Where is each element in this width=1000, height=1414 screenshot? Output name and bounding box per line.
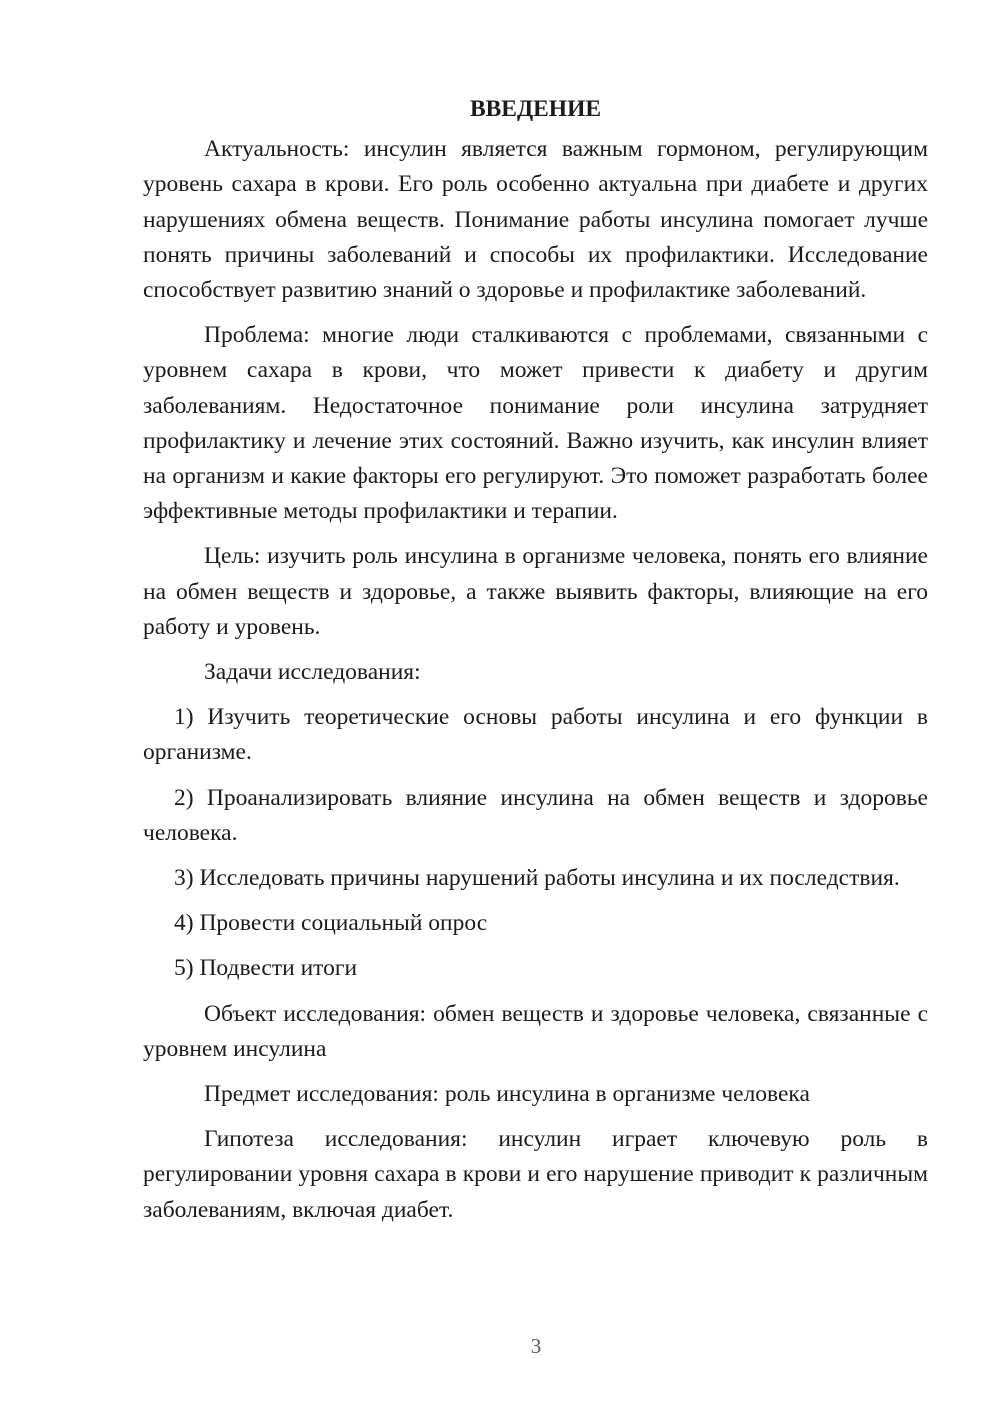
task-item-3: 3) Исследовать причины нарушений работы инсулина и их последствия.: [174, 865, 900, 892]
section-title: ВВЕДЕНИЕ: [469, 96, 602, 122]
paragraph-problem: Проблема: многие люди сталкиваются с проблемами, связанными с уровнем сахара в крови, что может привести к диабету и другим заболеваниям. Недостаточное понимание роли инсулина затрудняет профилактику и лечение этих состояний. Важно изучить, как инсулин влияет на организм и какие факторы его регулируют. Это поможет разработать более эффективные методы профилактики и терапии.: [143, 322, 928, 525]
paragraph-relevance: Актуальность: инсулин является важным гормоном, регулирующим уровень сахара в крови. Его роль особенно актуальна при диабете и других нарушениях обмена веществ. Понимание работы инсулина помогает лучше понять причины заболеваний и способы их профилактики. Исследование способствует развитию знаний о здоровье и профилактике заболеваний.: [143, 136, 928, 304]
page-content: [143, 92, 928, 1238]
paragraph-subject: Предмет исследования: роль инсулина в организме человека: [204, 1081, 810, 1108]
task-item-5: 5) Подвести итоги: [174, 955, 358, 982]
paragraph-goal: Цель: изучить роль инсулина в организме человека, понять его влияние на обмен веществ и здоровье, а также выявить факторы, влияющие на его работу и уровень.: [143, 543, 928, 640]
page-number: 3: [530, 1334, 542, 1358]
paragraph-object: Объект исследования: обмен веществ и здоровье человека, связанные с уровнем инсулина: [143, 1000, 928, 1062]
paragraph-hypothesis: Гипотеза исследования: инсулин играет ключевую роль в регулировании уровня сахара в крови и его нарушение приводит к различным заболеваниям, включая диабет.: [143, 1126, 928, 1223]
task-item-4: 4) Провести социальный опрос: [174, 910, 488, 937]
tasks-heading: Задачи исследования:: [204, 659, 421, 686]
task-item-1: 1) Изучить теоретические основы работы инсулина и его функции в организме.: [143, 704, 928, 766]
task-item-2: 2) Проанализировать влияние инсулина на обмен веществ и здоровье человека.: [143, 784, 928, 846]
